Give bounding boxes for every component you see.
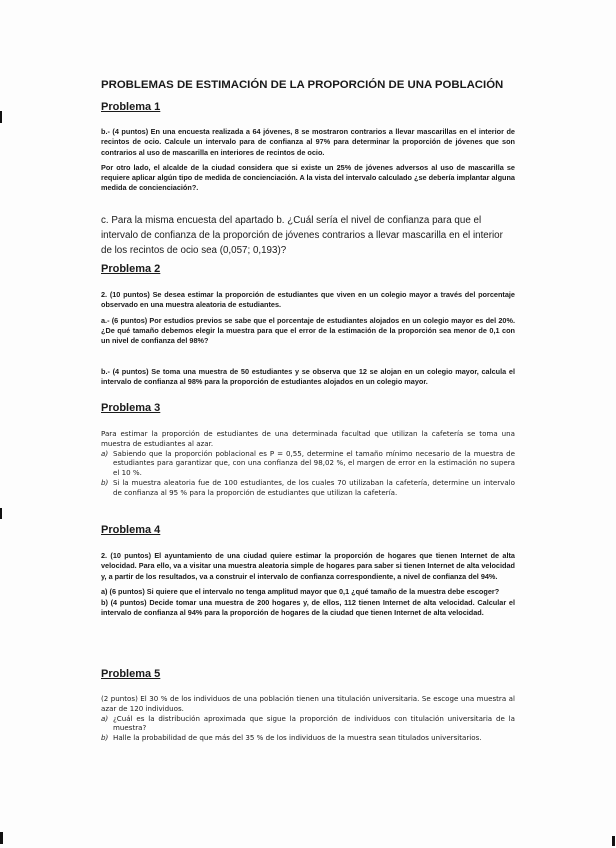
problem-1-part-c-block	[101, 213, 515, 258]
problem-2-part-b: b.- (4 puntos) Se toma una muestra de 50 estudiantes y se observa que 12 se alojan en un colegio mayor, calcula el intervalo de confianza al 98% para la proporción de estudiantes alojados en un colegio mayor.	[101, 367, 515, 387]
problem-2-heading: Problema 2	[101, 263, 161, 275]
problem-5-body	[101, 694, 515, 743]
problem-4-part-a: a) (6 puntos) Si quiere que el intervalo no tenga amplitud mayor que 0,1 ¿qué tamaño de la muestra debe escoger?	[101, 586, 500, 596]
scan-edge-mark	[0, 111, 2, 123]
item-label: b)	[101, 477, 109, 487]
scan-edge-mark	[0, 832, 3, 844]
problem-3-item-a	[101, 449, 515, 478]
problem-2-part-a: a.- (6 puntos) Por estudios previos se sabe que el porcentaje de estudiantes alojados en un colegio mayor es del 20%. ¿De qué tamaño debemos elegir la muestra para que el error de la estimación de la proporción sea menor de 0,1 con un nivel de confianza del 98%?	[101, 315, 515, 346]
item-text: ¿Cuál es la distribución aproximada que sigue la proporción de individuos con titulación universitaria de la muestra?	[113, 713, 515, 733]
document-title: PROBLEMAS DE ESTIMACIÓN DE LA PROPORCIÓN DE UNA POBLACIÓN	[101, 79, 504, 91]
item-label: a)	[101, 448, 109, 458]
problem-4-heading: Problema 4	[101, 524, 161, 536]
item-label: b)	[101, 733, 109, 743]
problem-1-body	[101, 127, 515, 199]
problem-5-heading: Problema 5	[101, 668, 161, 680]
problem-5-intro: (2 puntos) El 30 % de los individuos de una población tienen una titulación universitaria. Se escoge una muestra al azar de 120 individuos.	[101, 694, 515, 713]
problem-3-body	[101, 429, 515, 498]
problem-4-statement: 2. (10 puntos) El ayuntamiento de una ciudad quiere estimar la proporción de hogares que tienen Internet de alta velocidad. Para ello, va a visitar una muestra aleatoria simple de hogares para saber si tienen Internet de alta velocidad y, a partir de los resultados, va a construir el intervalo de confianza correspondiente, a nivel de confianza del 94%.	[101, 551, 515, 581]
problem-1-part-c: c. Para la misma encuesta del apartado b. ¿Cuál sería el nivel de confianza para que el intervalo de confianza de la proporción de jóvenes contrarios a llevar mascarilla en el interior de los recintos de ocio sea (0,057; 0,193)?	[101, 215, 503, 256]
item-text: Si la muestra aleatoria fue de 100 estudiantes, de los cuales 70 utilizaban la cafetería, determine un intervalo de confianza al 95 % para la proporción de estudiantes que utilizan la cafetería.	[113, 477, 515, 497]
problem-4-body	[101, 551, 515, 624]
scan-edge-mark	[0, 508, 2, 519]
problem-1-part-b-followup: Por otro lado, el alcalde de la ciudad considera que si existe un 25% de jóvenes adversos al uso de mascarilla se requiere aplicar algún tipo de medida de concienciación. A la vista del intervalo calculado ¿se debería implantar alguna medida de concienciación?.	[101, 162, 515, 193]
scan-edge-mark	[612, 836, 615, 846]
problem-1-part-b: b.- (4 puntos) En una encuesta realizada a 64 jóvenes, 8 se mostraron contrarios a llevar mascarillas en el interior de recintos de ocio. Calcule un intervalo para de confianza al 97% para determinar la proporción de jóvenes que son contrarios al uso de mascarilla en interiores de recintos de ocio.	[101, 127, 515, 157]
problem-2-statement: 2. (10 puntos) Se desea estimar la proporción de estudiantes que viven en un colegio mayor a través del porcentaje observado en una muestra aleatoria de estudiantes.	[101, 290, 515, 310]
problem-3-item-b	[101, 478, 515, 498]
item-text: Halle la probabilidad de que más del 35 % de los individuos de la muestra sean titulados universitarios.	[113, 733, 482, 743]
problem-5-item-b	[101, 733, 515, 743]
problem-2-part-b-block	[101, 367, 515, 393]
problem-1-heading: Problema 1	[101, 101, 161, 113]
problem-4-part-b: b) (4 puntos) Decide tomar una muestra de 200 hogares y, de ellos, 112 tienen Internet de alta velocidad. Calcular el intervalo de confianza al 94% para la proporción de hogares de la ciudad que tienen Internet de alta velocidad.	[101, 598, 515, 618]
problem-5-item-a	[101, 714, 515, 734]
problem-3-heading: Problema 3	[101, 402, 161, 414]
item-text: Sabiendo que la proporción poblacional es P = 0,55, determine el tamaño mínimo necesario de la muestra de estudiantes para garantizar que, con una confianza del 98,02 %, el margen de error en la estimación no supera el 10 %.	[113, 448, 515, 478]
item-label: a)	[101, 713, 109, 723]
problem-2-body	[101, 290, 515, 351]
problem-3-intro: Para estimar la proporción de estudiantes de una determinada facultad que utilizan la cafetería se toma una muestra de estudiantes al azar.	[101, 429, 515, 448]
